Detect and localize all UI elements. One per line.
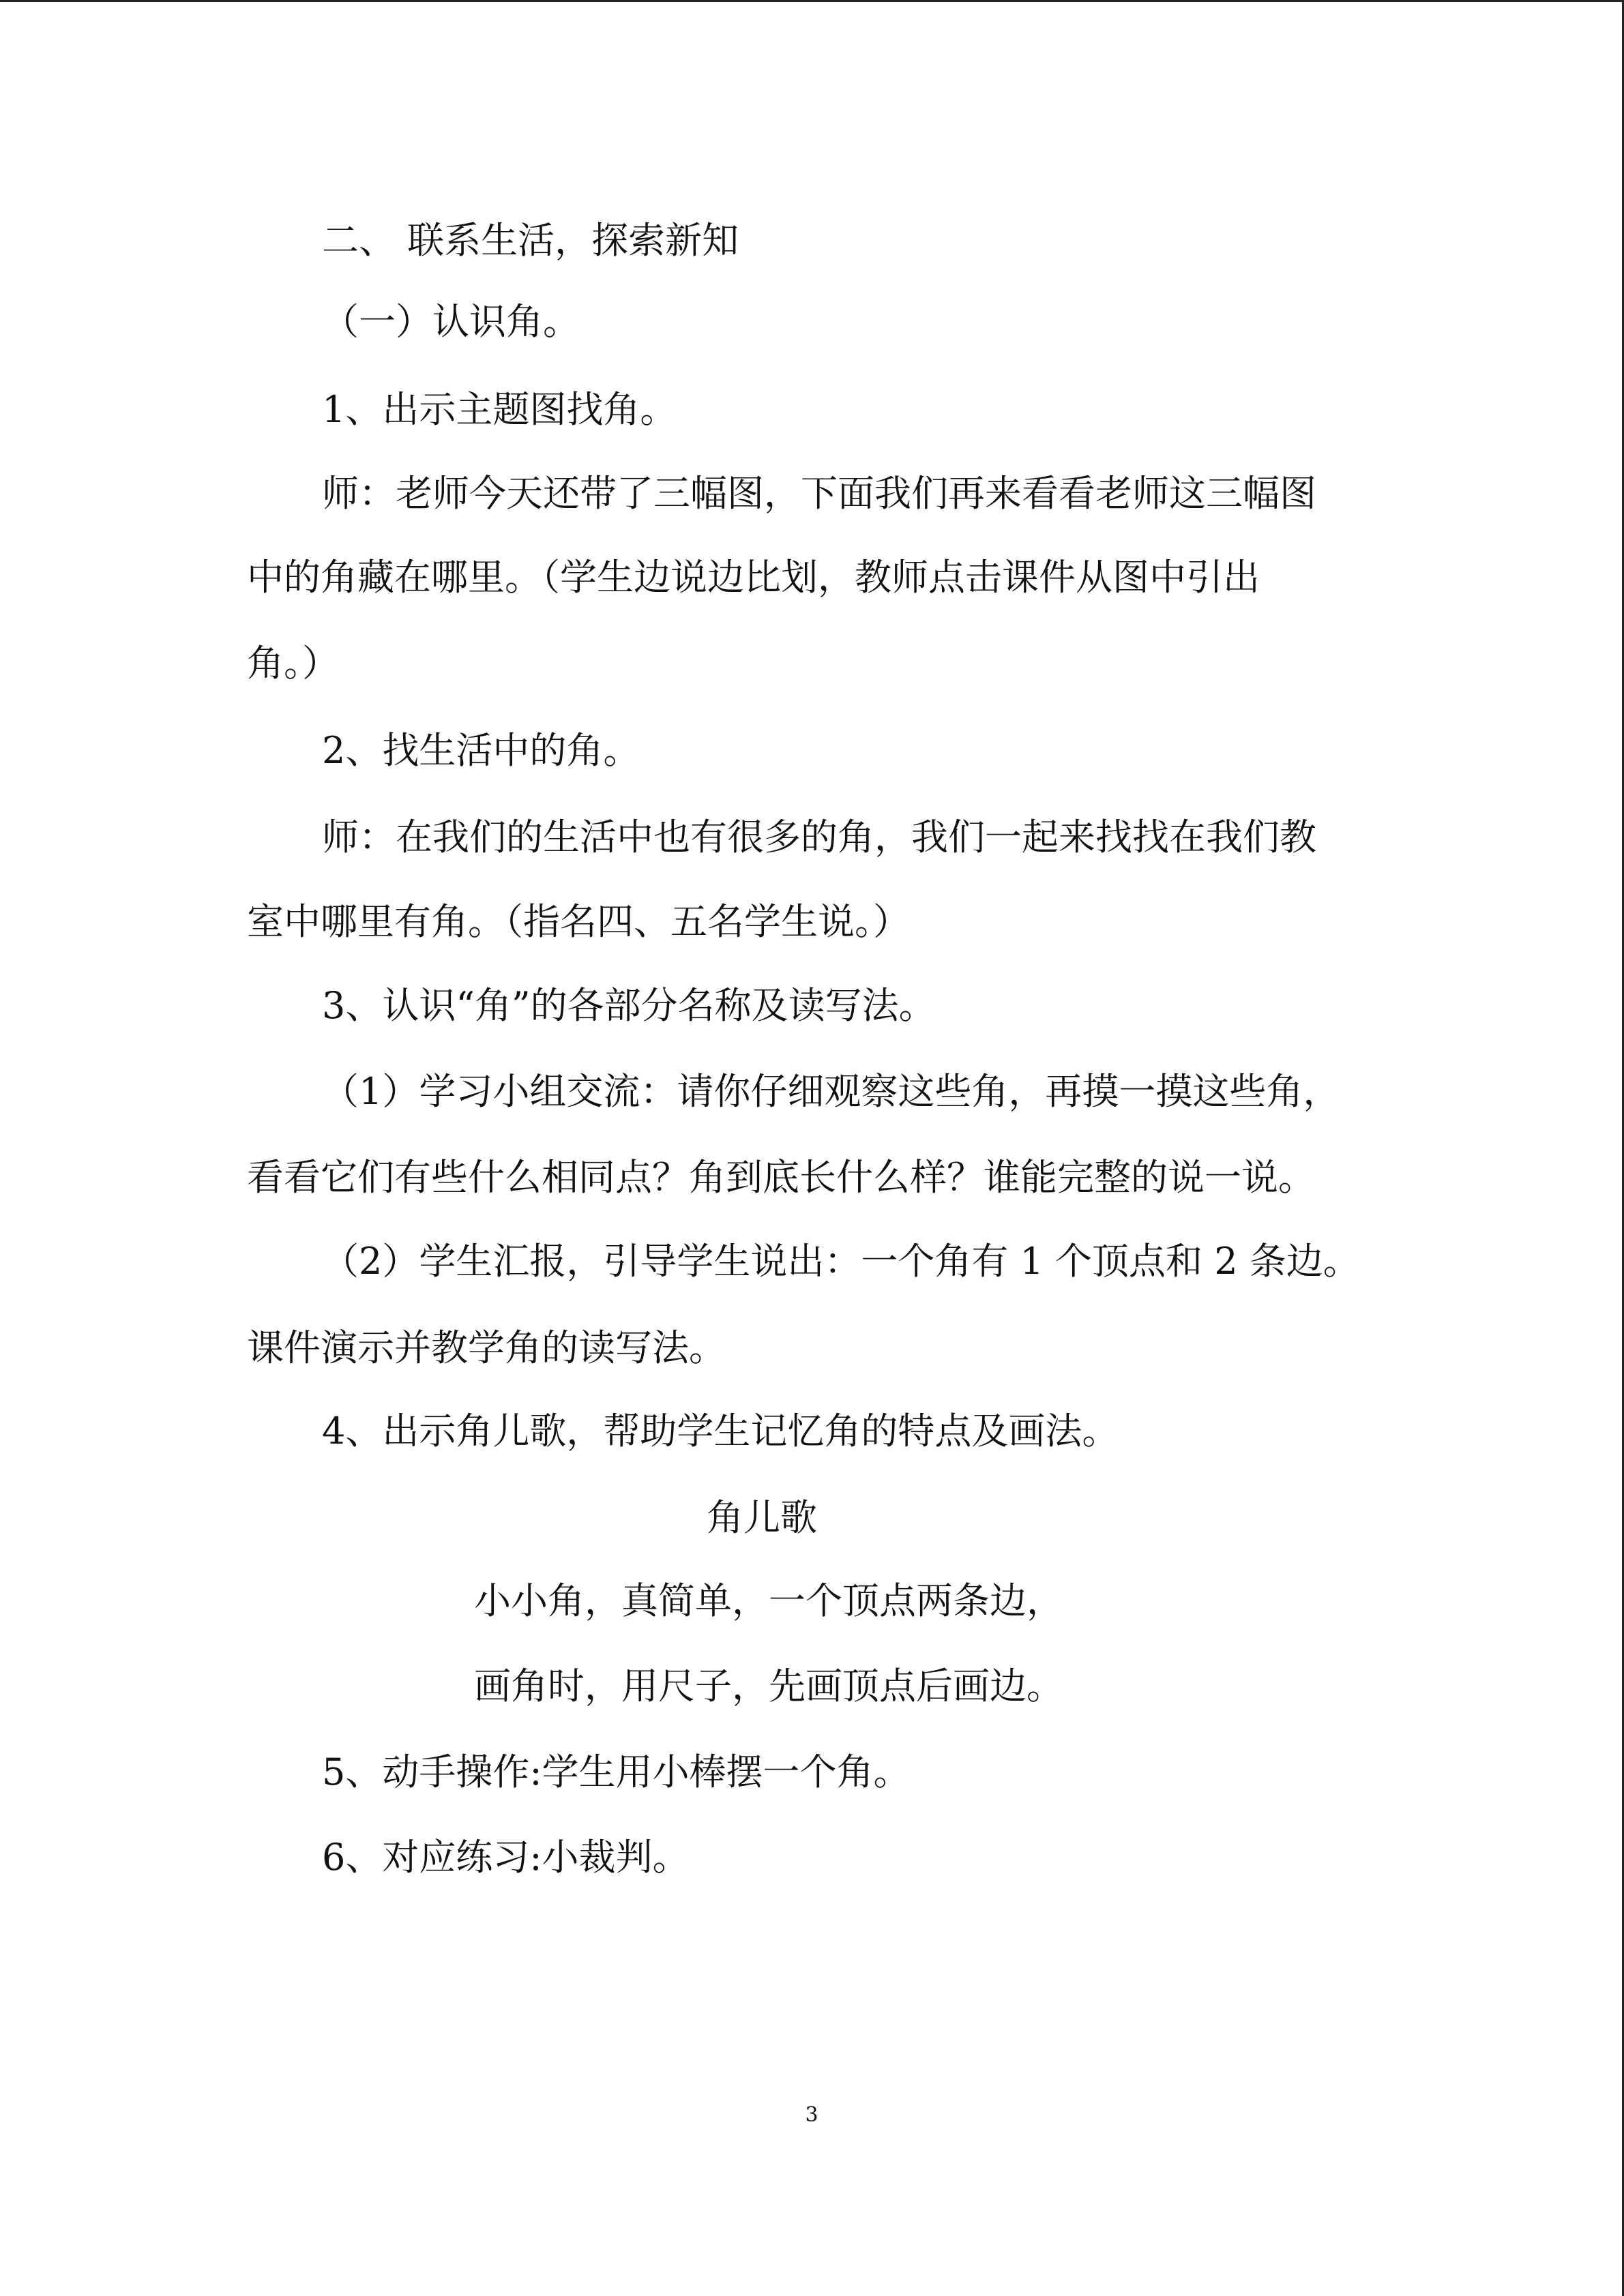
paragraph-line: 师：在我们的生活中也有很多的角，我们一起来找找在我们教 bbox=[322, 816, 1316, 859]
item-heading-5: 5、动手操作:学生用小棒摆一个角。 bbox=[322, 1750, 911, 1793]
poem-line: 小小角，真简单，一个顶点两条边， bbox=[474, 1579, 1063, 1622]
item-heading-6: 6、对应练习:小裁判。 bbox=[322, 1836, 690, 1879]
paragraph-line: 师：老师今天还带了三幅图，下面我们再来看看老师这三幅图 bbox=[322, 472, 1316, 515]
paragraph-line: 中的角藏在哪里。（学生边说边比划，教师点击课件从图中引出 bbox=[247, 556, 1260, 599]
paragraph-line: （2）学生汇报，引导学生说出：一个角有 1 个顶点和 2 条边。 bbox=[322, 1240, 1360, 1283]
item-heading-4: 4、出示角儿歌，帮助学生记忆角的特点及画法。 bbox=[322, 1410, 1119, 1452]
poem-title: 角儿歌 bbox=[707, 1496, 817, 1539]
page-top-border bbox=[0, 0, 1624, 2]
item-heading-2: 2、找生活中的角。 bbox=[322, 729, 640, 772]
section-heading: 二、 联系生活，探索新知 bbox=[322, 219, 739, 262]
item-heading-1: 1、出示主题图找角。 bbox=[322, 388, 677, 431]
item-heading-3: 3、认识“角”的各部分名称及读写法。 bbox=[322, 984, 936, 1027]
page-number: 3 bbox=[805, 2103, 818, 2127]
paragraph-line: 课件演示并教学角的读写法。 bbox=[247, 1326, 726, 1369]
paragraph-line: （1）学习小组交流：请你仔细观察这些角，再摸一摸这些角， bbox=[322, 1070, 1340, 1113]
paragraph-line: 角。） bbox=[247, 642, 339, 685]
paragraph-line: 室中哪里有角。（指名四、五名学生说。） bbox=[247, 900, 910, 943]
poem-line: 画角时，用尺子，先画顶点后画边。 bbox=[474, 1665, 1063, 1708]
subsection-heading: （一）认识角。 bbox=[322, 300, 580, 343]
paragraph-line: 看看它们有些什么相同点？角到底长什么样？谁能完整的说一说。 bbox=[247, 1156, 1315, 1199]
